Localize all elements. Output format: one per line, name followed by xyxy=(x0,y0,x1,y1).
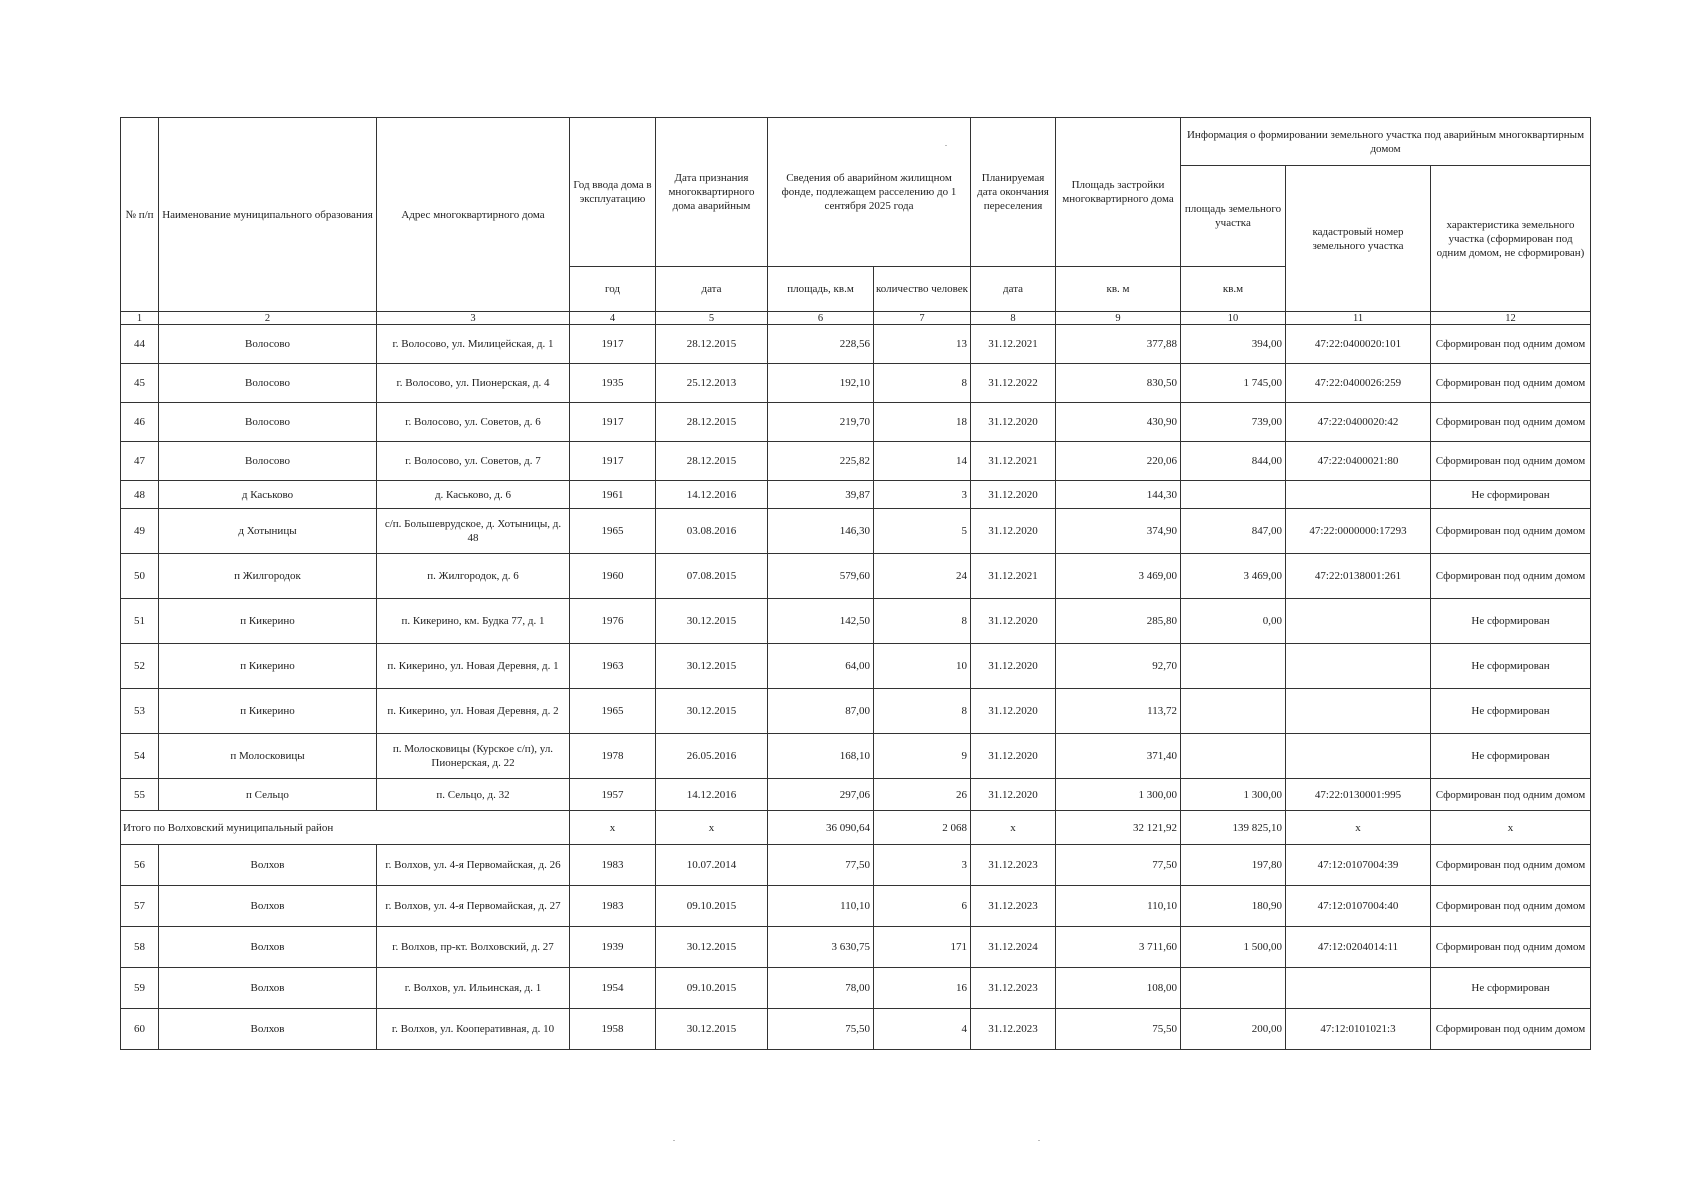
total-people: 2 068 xyxy=(874,811,971,845)
header-col2: Наименование муниципального образования xyxy=(159,118,377,312)
cell-plan: 31.12.2024 xyxy=(971,927,1056,968)
cell-date: 30.12.2015 xyxy=(656,644,768,689)
cell-status: Сформирован под одним домом xyxy=(1431,554,1591,599)
cell-area: 39,87 xyxy=(768,481,874,509)
cell-people: 18 xyxy=(874,403,971,442)
cell-build: 374,90 xyxy=(1056,509,1181,554)
cell-cad: 47:12:0107004:39 xyxy=(1286,845,1431,886)
cell-year: 1983 xyxy=(570,845,656,886)
cell-year: 1965 xyxy=(570,689,656,734)
table-row xyxy=(121,403,1591,442)
cell-status: Не сформирован xyxy=(1431,734,1591,779)
column-number: 4 xyxy=(570,312,656,325)
header-unit8: дата xyxy=(971,267,1056,312)
cell-status: Не сформирован xyxy=(1431,481,1591,509)
cell-people: 24 xyxy=(874,554,971,599)
cell-plan: 31.12.2020 xyxy=(971,734,1056,779)
cell-addr: г. Волосово, ул. Пионерская, д. 4 xyxy=(377,364,570,403)
document-sheet xyxy=(120,117,1590,1050)
cell-build: 77,50 xyxy=(1056,845,1181,886)
cell-cad xyxy=(1286,968,1431,1009)
cell-build: 377,88 xyxy=(1056,325,1181,364)
total-status: х xyxy=(1431,811,1591,845)
total-area: 36 090,64 xyxy=(768,811,874,845)
header-col3: Адрес многоквартирного дома xyxy=(377,118,570,312)
cell-area: 225,82 xyxy=(768,442,874,481)
cell-n: 47 xyxy=(121,442,159,481)
cell-land: 847,00 xyxy=(1181,509,1286,554)
cell-addr: г. Волосово, ул. Милицейская, д. 1 xyxy=(377,325,570,364)
cell-status: Сформирован под одним домом xyxy=(1431,364,1591,403)
cell-mo: п Жилгородок xyxy=(159,554,377,599)
cell-date: 14.12.2016 xyxy=(656,779,768,811)
cell-date: 10.07.2014 xyxy=(656,845,768,886)
cell-n: 53 xyxy=(121,689,159,734)
total-build: 32 121,92 xyxy=(1056,811,1181,845)
header-col12: характеристика земельного участка (сформирован под одним домом, не сформирован) xyxy=(1431,166,1591,312)
cell-addr: п. Кикерино, км. Будка 77, д. 1 xyxy=(377,599,570,644)
cell-build: 285,80 xyxy=(1056,599,1181,644)
cell-date: 30.12.2015 xyxy=(656,927,768,968)
cell-year: 1958 xyxy=(570,1009,656,1050)
column-number: 11 xyxy=(1286,312,1431,325)
cell-people: 4 xyxy=(874,1009,971,1050)
table-row xyxy=(121,886,1591,927)
cell-people: 8 xyxy=(874,364,971,403)
cell-n: 44 xyxy=(121,325,159,364)
cell-people: 13 xyxy=(874,325,971,364)
cell-plan: 31.12.2020 xyxy=(971,644,1056,689)
cell-year: 1917 xyxy=(570,325,656,364)
cell-status: Сформирован под одним домом xyxy=(1431,886,1591,927)
cell-land: 394,00 xyxy=(1181,325,1286,364)
cell-status: Не сформирован xyxy=(1431,599,1591,644)
cell-mo: Волхов xyxy=(159,886,377,927)
cell-people: 5 xyxy=(874,509,971,554)
cell-land: 1 300,00 xyxy=(1181,779,1286,811)
cell-n: 56 xyxy=(121,845,159,886)
header-unit5: дата xyxy=(656,267,768,312)
table-row xyxy=(121,442,1591,481)
cell-status: Не сформирован xyxy=(1431,644,1591,689)
cell-addr: г. Волхов, ул. Кооперативная, д. 10 xyxy=(377,1009,570,1050)
cell-year: 1935 xyxy=(570,364,656,403)
cell-cad xyxy=(1286,644,1431,689)
cell-area: 110,10 xyxy=(768,886,874,927)
cell-date: 07.08.2015 xyxy=(656,554,768,599)
cell-plan: 31.12.2021 xyxy=(971,442,1056,481)
header-col1: № п/п xyxy=(121,118,159,312)
cell-mo: д Хотыницы xyxy=(159,509,377,554)
column-number: 2 xyxy=(159,312,377,325)
column-number: 1 xyxy=(121,312,159,325)
cell-year: 1965 xyxy=(570,509,656,554)
cell-people: 16 xyxy=(874,968,971,1009)
cell-year: 1939 xyxy=(570,927,656,968)
cell-people: 8 xyxy=(874,599,971,644)
cell-n: 45 xyxy=(121,364,159,403)
cell-n: 55 xyxy=(121,779,159,811)
cell-people: 10 xyxy=(874,644,971,689)
cell-land: 739,00 xyxy=(1181,403,1286,442)
cell-mo: Волхов xyxy=(159,845,377,886)
cell-cad: 47:22:0130001:995 xyxy=(1286,779,1431,811)
cell-area: 168,10 xyxy=(768,734,874,779)
header-unit4: год xyxy=(570,267,656,312)
cell-status: Сформирован под одним домом xyxy=(1431,779,1591,811)
table-row xyxy=(121,968,1591,1009)
cell-mo: Волхов xyxy=(159,927,377,968)
cell-addr: г. Волхов, пр-кт. Волховский, д. 27 xyxy=(377,927,570,968)
cell-area: 146,30 xyxy=(768,509,874,554)
cell-cad: 47:12:0101021:3 xyxy=(1286,1009,1431,1050)
cell-area: 78,00 xyxy=(768,968,874,1009)
cell-mo: д Каськово xyxy=(159,481,377,509)
cell-mo: п Кикерино xyxy=(159,599,377,644)
cell-mo: Волосово xyxy=(159,325,377,364)
scan-speck xyxy=(1038,1140,1040,1141)
cell-status: Сформирован под одним домом xyxy=(1431,325,1591,364)
cell-n: 51 xyxy=(121,599,159,644)
cell-plan: 31.12.2021 xyxy=(971,325,1056,364)
cell-build: 1 300,00 xyxy=(1056,779,1181,811)
table-row xyxy=(121,509,1591,554)
cell-land: 1 500,00 xyxy=(1181,927,1286,968)
cell-build: 92,70 xyxy=(1056,644,1181,689)
scan-speck xyxy=(673,1140,675,1141)
cell-area: 219,70 xyxy=(768,403,874,442)
cell-addr: п. Молосковицы (Курское с/п), ул. Пионерская, д. 22 xyxy=(377,734,570,779)
cell-plan: 31.12.2020 xyxy=(971,481,1056,509)
header-unit7: количество человек xyxy=(874,267,971,312)
cell-mo: Волосово xyxy=(159,364,377,403)
cell-people: 6 xyxy=(874,886,971,927)
column-number: 5 xyxy=(656,312,768,325)
cell-people: 171 xyxy=(874,927,971,968)
total-cad: х xyxy=(1286,811,1431,845)
cell-land xyxy=(1181,481,1286,509)
total-year: х xyxy=(570,811,656,845)
cell-year: 1954 xyxy=(570,968,656,1009)
cell-land: 1 745,00 xyxy=(1181,364,1286,403)
cell-n: 54 xyxy=(121,734,159,779)
header-col4: Год ввода дома в эксплуатацию xyxy=(570,118,656,267)
cell-area: 297,06 xyxy=(768,779,874,811)
cell-plan: 31.12.2021 xyxy=(971,554,1056,599)
cell-status: Сформирован под одним домом xyxy=(1431,442,1591,481)
cell-mo: Волхов xyxy=(159,968,377,1009)
cell-land: 844,00 xyxy=(1181,442,1286,481)
cell-n: 60 xyxy=(121,1009,159,1050)
cell-cad: 47:22:0000000:17293 xyxy=(1286,509,1431,554)
cell-addr: д. Каськово, д. 6 xyxy=(377,481,570,509)
column-number: 8 xyxy=(971,312,1056,325)
cell-build: 3 469,00 xyxy=(1056,554,1181,599)
cell-cad: 47:22:0400026:259 xyxy=(1286,364,1431,403)
cell-build: 75,50 xyxy=(1056,1009,1181,1050)
emergency-housing-table xyxy=(120,117,1591,1050)
cell-cad xyxy=(1286,734,1431,779)
cell-build: 3 711,60 xyxy=(1056,927,1181,968)
cell-cad xyxy=(1286,689,1431,734)
cell-n: 57 xyxy=(121,886,159,927)
cell-plan: 31.12.2020 xyxy=(971,403,1056,442)
cell-people: 9 xyxy=(874,734,971,779)
cell-date: 30.12.2015 xyxy=(656,689,768,734)
cell-land: 3 469,00 xyxy=(1181,554,1286,599)
table-row xyxy=(121,927,1591,968)
table-row xyxy=(121,364,1591,403)
table-row xyxy=(121,325,1591,364)
cell-addr: г. Волхов, ул. 4-я Первомайская, д. 26 xyxy=(377,845,570,886)
cell-build: 113,72 xyxy=(1056,689,1181,734)
cell-plan: 31.12.2020 xyxy=(971,509,1056,554)
cell-addr: п. Сельцо, д. 32 xyxy=(377,779,570,811)
total-date: х xyxy=(656,811,768,845)
cell-date: 03.08.2016 xyxy=(656,509,768,554)
cell-addr: п. Кикерино, ул. Новая Деревня, д. 2 xyxy=(377,689,570,734)
cell-plan: 31.12.2023 xyxy=(971,845,1056,886)
cell-n: 46 xyxy=(121,403,159,442)
cell-date: 25.12.2013 xyxy=(656,364,768,403)
cell-plan: 31.12.2023 xyxy=(971,1009,1056,1050)
cell-year: 1961 xyxy=(570,481,656,509)
cell-cad xyxy=(1286,599,1431,644)
cell-build: 144,30 xyxy=(1056,481,1181,509)
table-row xyxy=(121,689,1591,734)
cell-build: 430,90 xyxy=(1056,403,1181,442)
cell-year: 1978 xyxy=(570,734,656,779)
cell-mo: п Кикерино xyxy=(159,689,377,734)
cell-cad: 47:22:0400020:101 xyxy=(1286,325,1431,364)
cell-mo: Волосово xyxy=(159,403,377,442)
cell-n: 50 xyxy=(121,554,159,599)
cell-date: 09.10.2015 xyxy=(656,886,768,927)
total-plan: х xyxy=(971,811,1056,845)
header-unit9: кв. м xyxy=(1056,267,1181,312)
cell-addr: г. Волхов, ул. 4-я Первомайская, д. 27 xyxy=(377,886,570,927)
cell-date: 28.12.2015 xyxy=(656,403,768,442)
table-row xyxy=(121,845,1591,886)
cell-year: 1917 xyxy=(570,442,656,481)
cell-people: 26 xyxy=(874,779,971,811)
cell-year: 1917 xyxy=(570,403,656,442)
cell-status: Сформирован под одним домом xyxy=(1431,509,1591,554)
cell-plan: 31.12.2023 xyxy=(971,886,1056,927)
cell-n: 58 xyxy=(121,927,159,968)
column-number: 12 xyxy=(1431,312,1591,325)
cell-area: 77,50 xyxy=(768,845,874,886)
header-col9: Площадь застройки многоквартирного дома xyxy=(1056,118,1181,267)
cell-people: 3 xyxy=(874,845,971,886)
table-row xyxy=(121,554,1591,599)
header-col10: площадь земельного участка xyxy=(1181,166,1286,267)
cell-mo: п Кикерино xyxy=(159,644,377,689)
cell-land xyxy=(1181,689,1286,734)
cell-mo: Волхов xyxy=(159,1009,377,1050)
cell-status: Не сформирован xyxy=(1431,968,1591,1009)
column-number-row xyxy=(121,312,1591,325)
cell-cad: 47:12:0204014:11 xyxy=(1286,927,1431,968)
cell-area: 579,60 xyxy=(768,554,874,599)
table-row xyxy=(121,734,1591,779)
cell-year: 1976 xyxy=(570,599,656,644)
cell-addr: г. Волосово, ул. Советов, д. 6 xyxy=(377,403,570,442)
header-col6-7: Сведения об аварийном жилищном фонде, подлежащем расселению до 1 сентября 2025 года xyxy=(768,118,971,267)
cell-land: 0,00 xyxy=(1181,599,1286,644)
table-row xyxy=(121,1009,1591,1050)
column-number: 6 xyxy=(768,312,874,325)
cell-area: 192,10 xyxy=(768,364,874,403)
table-row xyxy=(121,779,1591,811)
cell-area: 64,00 xyxy=(768,644,874,689)
cell-mo: п Молосковицы xyxy=(159,734,377,779)
cell-status: Сформирован под одним домом xyxy=(1431,927,1591,968)
cell-year: 1983 xyxy=(570,886,656,927)
cell-addr: г. Волосово, ул. Советов, д. 7 xyxy=(377,442,570,481)
cell-cad: 47:22:0400021:80 xyxy=(1286,442,1431,481)
cell-build: 110,10 xyxy=(1056,886,1181,927)
cell-addr: п. Кикерино, ул. Новая Деревня, д. 1 xyxy=(377,644,570,689)
scan-speck xyxy=(945,145,947,146)
cell-year: 1963 xyxy=(570,644,656,689)
table-row xyxy=(121,599,1591,644)
cell-date: 30.12.2015 xyxy=(656,599,768,644)
cell-area: 228,56 xyxy=(768,325,874,364)
cell-build: 220,06 xyxy=(1056,442,1181,481)
cell-cad: 47:22:0400020:42 xyxy=(1286,403,1431,442)
cell-mo: п Сельцо xyxy=(159,779,377,811)
cell-cad: 47:22:0138001:261 xyxy=(1286,554,1431,599)
header-col5: Дата признания многоквартирного дома аварийным xyxy=(656,118,768,267)
cell-n: 48 xyxy=(121,481,159,509)
table-header xyxy=(121,118,1591,325)
cell-land xyxy=(1181,734,1286,779)
cell-people: 14 xyxy=(874,442,971,481)
header-group-land: Информация о формировании земельного участка под аварийным многоквартирным домом xyxy=(1181,118,1591,166)
cell-plan: 31.12.2022 xyxy=(971,364,1056,403)
cell-area: 87,00 xyxy=(768,689,874,734)
cell-plan: 31.12.2020 xyxy=(971,599,1056,644)
cell-people: 8 xyxy=(874,689,971,734)
header-unit6: площадь, кв.м xyxy=(768,267,874,312)
cell-date: 14.12.2016 xyxy=(656,481,768,509)
cell-land: 197,80 xyxy=(1181,845,1286,886)
cell-mo: Волосово xyxy=(159,442,377,481)
cell-build: 371,40 xyxy=(1056,734,1181,779)
cell-status: Сформирован под одним домом xyxy=(1431,403,1591,442)
cell-date: 28.12.2015 xyxy=(656,325,768,364)
column-number: 3 xyxy=(377,312,570,325)
cell-plan: 31.12.2020 xyxy=(971,689,1056,734)
column-number: 10 xyxy=(1181,312,1286,325)
cell-cad xyxy=(1286,481,1431,509)
table-row xyxy=(121,644,1591,689)
column-number: 9 xyxy=(1056,312,1181,325)
cell-date: 28.12.2015 xyxy=(656,442,768,481)
header-col11: кадастровый номер земельного участка xyxy=(1286,166,1431,312)
cell-build: 108,00 xyxy=(1056,968,1181,1009)
total-row xyxy=(121,811,1591,845)
table-row xyxy=(121,481,1591,509)
cell-status: Не сформирован xyxy=(1431,689,1591,734)
cell-addr: с/п. Большеврудское, д. Хотыницы, д. 48 xyxy=(377,509,570,554)
cell-build: 830,50 xyxy=(1056,364,1181,403)
cell-land xyxy=(1181,968,1286,1009)
cell-n: 49 xyxy=(121,509,159,554)
column-number: 7 xyxy=(874,312,971,325)
cell-date: 09.10.2015 xyxy=(656,968,768,1009)
cell-n: 52 xyxy=(121,644,159,689)
cell-people: 3 xyxy=(874,481,971,509)
cell-plan: 31.12.2023 xyxy=(971,968,1056,1009)
table-body xyxy=(121,325,1591,1050)
total-land: 139 825,10 xyxy=(1181,811,1286,845)
cell-date: 26.05.2016 xyxy=(656,734,768,779)
cell-area: 3 630,75 xyxy=(768,927,874,968)
cell-n: 59 xyxy=(121,968,159,1009)
total-label: Итого по Волховский муниципальный район xyxy=(121,811,570,845)
header-col8: Планируемая дата окончания переселения xyxy=(971,118,1056,267)
cell-cad: 47:12:0107004:40 xyxy=(1286,886,1431,927)
cell-land: 200,00 xyxy=(1181,1009,1286,1050)
cell-status: Сформирован под одним домом xyxy=(1431,1009,1591,1050)
cell-addr: п. Жилгородок, д. 6 xyxy=(377,554,570,599)
header-unit10: кв.м xyxy=(1181,267,1286,312)
cell-land xyxy=(1181,644,1286,689)
cell-status: Сформирован под одним домом xyxy=(1431,845,1591,886)
cell-plan: 31.12.2020 xyxy=(971,779,1056,811)
cell-area: 75,50 xyxy=(768,1009,874,1050)
cell-date: 30.12.2015 xyxy=(656,1009,768,1050)
cell-area: 142,50 xyxy=(768,599,874,644)
cell-year: 1960 xyxy=(570,554,656,599)
cell-land: 180,90 xyxy=(1181,886,1286,927)
cell-year: 1957 xyxy=(570,779,656,811)
cell-addr: г. Волхов, ул. Ильинская, д. 1 xyxy=(377,968,570,1009)
